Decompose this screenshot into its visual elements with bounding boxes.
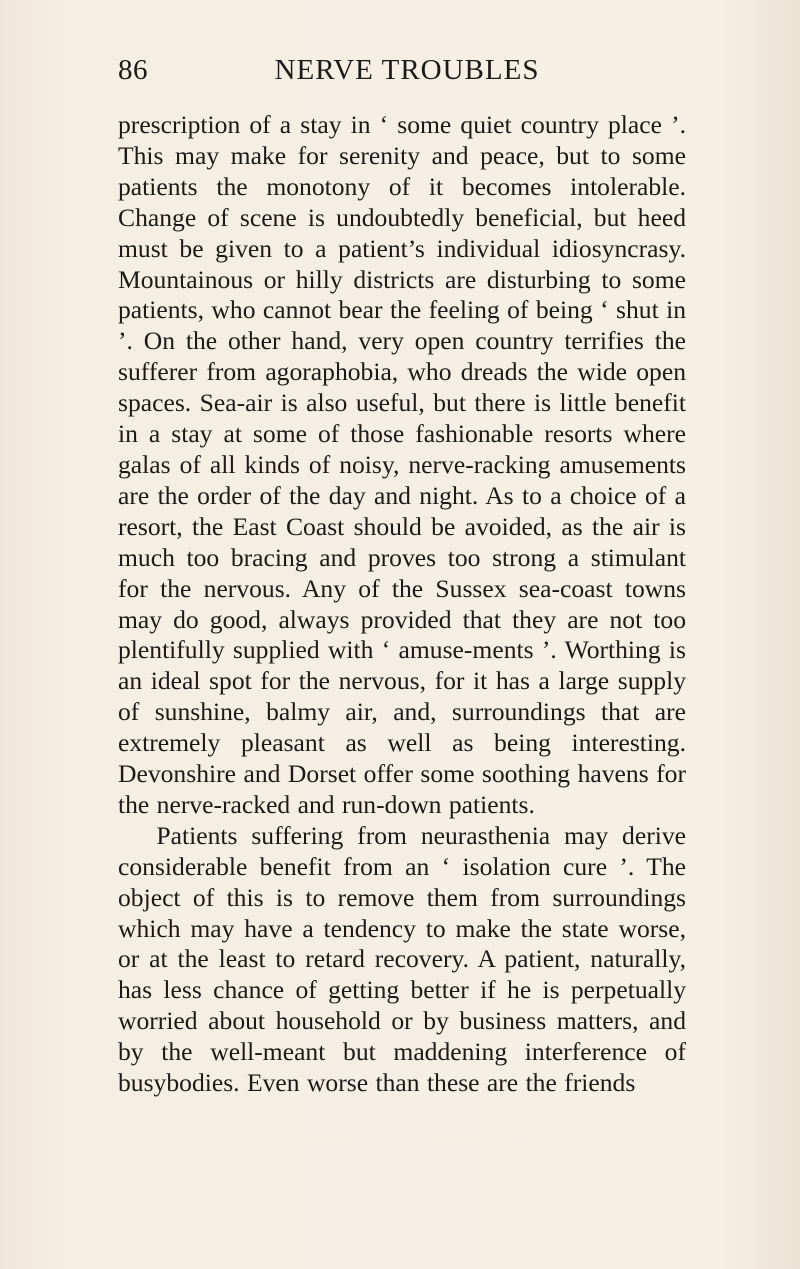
paragraph: Patients suffering from neurasthenia may derive considerable benefit from an ‘ isolation cure ’. The object of this is to remove them from surroundings which may have a tendency to make the state worse, or at the least to retard recovery. A patient, naturally, has less chance of getting better if he is perpetually worried about household or by business matters, and by the well-meant but maddening interference of busybodies. Even worse than these are the friends [118, 820, 686, 1098]
paragraph: prescription of a stay in ‘ some quiet country place ’. This may make for serenity and peace, but to some patients the monotony of it becomes intolerable. Change of scene is undoubtedly beneficial, but heed must be given to a patient’s individual idiosyncrasy. Mountainous or hilly districts are disturbing to some patients, who cannot bear the feeling of being ‘ shut in ’. On the other hand, very open country terrifies the sufferer from agoraphobia, who dreads the wide open spaces. Sea-air is also useful, but there is little benefit in a stay at some of those fashionable resorts where galas of all kinds of noisy, nerve-racking amusements are the order of the day and night. As to a choice of a resort, the East Coast should be avoided, as the air is much too bracing and proves too strong a stimulant for the nervous. Any of the Sussex sea-coast towns may do good, always provided that they are not too plentifully supplied with ‘ amuse-ments ’. Worthing is an ideal spot for the nervous, for it has a large supply of sunshine, balmy air, and, surroundings that are extremely pleasant as well as being interesting. Devonshire and Dorset offer some soothing havens for the nerve-racked and run-down patients. [118, 110, 686, 819]
page-number: 86 [118, 54, 148, 86]
body-text [118, 110, 686, 1099]
page-header [118, 54, 686, 94]
running-title: NERVE TROUBLES [274, 54, 540, 86]
